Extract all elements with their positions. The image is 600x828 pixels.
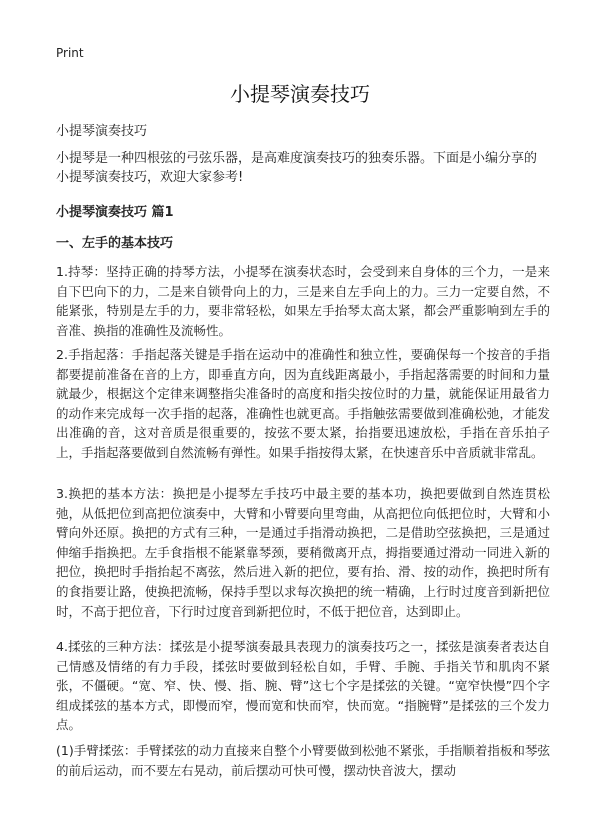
paragraph-vibrato-methods: 4.揉弦的三种方法：揉弦是小提琴演奏最具表现力的演奏技巧之一，揉弦是演奏者表达自己情感及情绪的有力手段，揉弦时要做到轻松自如，手臂、手腕、手指关节和肌肉不紧张，不僵硬。“宽、窄、快、慢、指、腕、臂”这七个字是揉弦的关键。“宽窄快慢”四个字组成揉弦的基本方式，即慢而窄，慢而宽和快而窄，快而宽。“指腕臂”是揉弦的三个发力点。 bbox=[56, 639, 550, 733]
section-heading: 小提琴演奏技巧 篇1 bbox=[56, 205, 174, 220]
page-title: 小提琴演奏技巧 bbox=[230, 82, 370, 106]
paragraph-holding-violin: 1.持琴：坚持正确的持琴方法，小提琴在演奏状态时，会受到来自身体的三个力，一是来自下巴向下的力，二是来自锁骨向上的力，三是来自左手向上的力。三力一定要自然，不能紧张，特别是左手的力，要非常轻松，如果左手抬琴太高太紧，都会严重影响到左手的音准、换指的准确性及流畅性。 bbox=[56, 264, 550, 338]
article-subtitle: 小提琴演奏技巧 bbox=[56, 124, 148, 139]
print-link[interactable]: Print bbox=[56, 46, 84, 60]
intro-paragraph: 小提琴是一种四根弦的弓弦乐器，是高难度演奏技巧的独奏乐器。下面是小编分享的小提琴演奏技巧，欢迎大家参考! bbox=[56, 151, 538, 185]
paragraph-finger-movement: 2.手指起落：手指起落关键是手指在运动中的准确性和独立性，要确保每一个按音的手指都要提前准备在音的上方，即垂直方向，因为直线距离最小，手指起落需要的时间和力量就最少，根据这个定律来调整指尖准备时的高度和指尖按位时的力量，就能保证用最省力的动作来完成每一次手指的起落，准确性也就更高。手指触弦需要做到准确松弛，才能发出准确的音，这对音质是很重要的，按弦不要太紧，抬指要迅速放松，手指在音乐拍子上，手指起落要做到自然流畅有弹性。如果手指按得太紧，在快速音乐中音质就非常乱。 bbox=[56, 347, 550, 460]
subsection-heading: 一、左手的基本技巧 bbox=[56, 236, 174, 251]
paragraph-position-shifting: 3.换把的基本方法：换把是小提琴左手技巧中最主要的基本功，换把要做到自然连贯松弛，从低把位到高把位演奏中，大臂和小臂要向里弯曲，从高把位向低把位时，大臂和小臂向外还原。换把的方式有三种，一是通过手指滑动换把，二是借助空弦换把，三是通过伸缩手指换把。左手食指根不能紧靠琴颈，要稍微离开点，拇指要通过滑动一同进入新的把位，换把时手指抬起不离弦，然后进入新的把位，要有抬、滑、按的动作，换把时所有的食指要让路，使换把流畅，保持手型以求每次换把的统一精确，上行时过度音到新把位时，不高于把位音，下行时过度音到新把位时，不低于把位音，达到即止。 bbox=[56, 486, 550, 619]
paragraph-arm-vibrato: (1)手臂揉弦：手臂揉弦的动力直接来自整个小臂要做到松弛不紧张，手指顺着指板和琴弦的前后运动，而不要左右晃动，前后摆动可快可慢，摆动快音波大，摆动 bbox=[56, 743, 550, 778]
